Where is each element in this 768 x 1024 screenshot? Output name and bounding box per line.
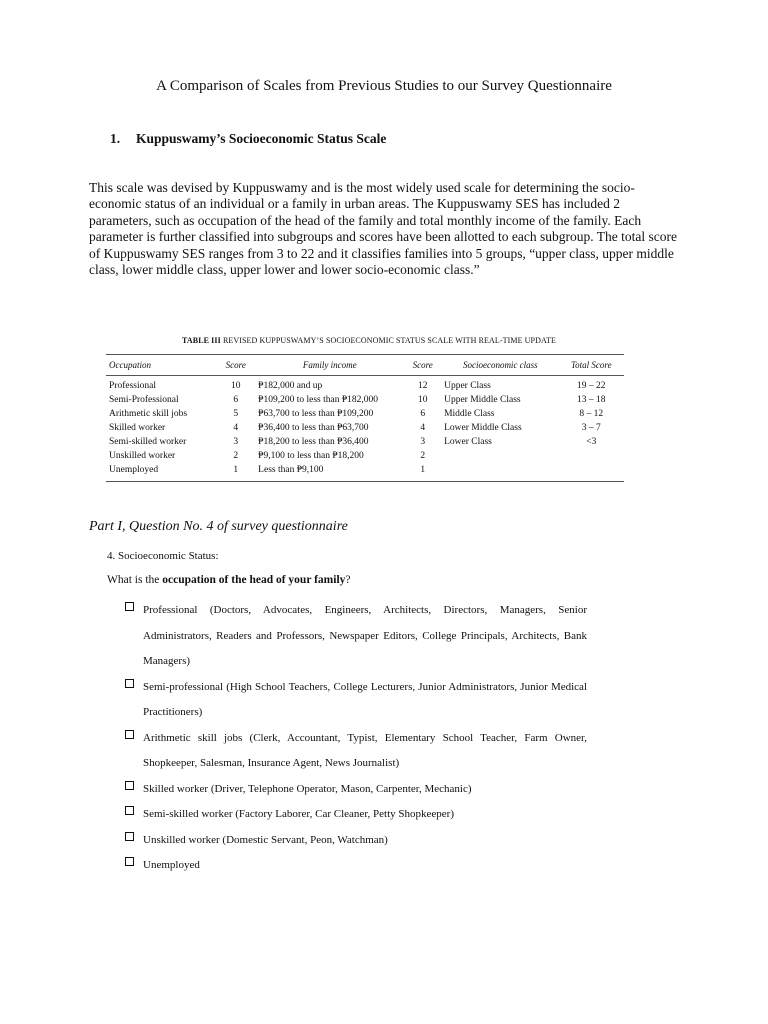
table-caption-label: TABLE III — [182, 336, 221, 345]
cell-income-score: 10 — [417, 395, 428, 405]
table-header-row — [106, 355, 624, 376]
option-label: Professional (Doctors, Advocates, Engineers, Architects, Directors, Managers, Senior Administrators, Readers and Professors, Newspaper Editors, College Principals, Architects, Bank Managers) — [143, 604, 587, 667]
table-row — [106, 393, 624, 407]
cell-occupation-score: 10 — [230, 381, 241, 391]
option-label: Unskilled worker (Domestic Servant, Peon, Watchman) — [143, 833, 388, 846]
header-total-score: Total Score — [559, 355, 624, 376]
checkbox-icon[interactable] — [125, 730, 134, 739]
occupation-option[interactable] — [125, 598, 587, 675]
cell-occupation: Semi-skilled worker — [109, 437, 187, 447]
cell-family-income: ₱9,100 to less than ₱18,200 — [258, 451, 364, 461]
checkbox-icon[interactable] — [125, 781, 134, 790]
intro-paragraph: This scale was devised by Kuppuswamy and is the most widely used scale for determining the socio-economic status of an individual or a family in urban areas. The Kuppuswamy SES has included 2 parameters, such as occupation of the head of the family and total monthly income of the family. Each parameter is further classified into subgroups and scores have been allotted to each subgroup. The total score of Kuppuswamy SES ranges from 3 to 22 and it classifies families into 5 groups, “upper class, upper middle class, lower middle class, upper lower and lower socio-economic class.” — [89, 180, 677, 278]
header-family-income: Family income — [256, 355, 403, 376]
cell-income-score: 2 — [420, 451, 426, 461]
ses-table — [106, 354, 624, 482]
cell-socioeconomic-class: Middle Class — [444, 409, 495, 419]
option-label: Semi-skilled worker (Factory Laborer, Car Cleaner, Petty Shopkeeper) — [143, 808, 454, 820]
table-row — [106, 376, 624, 394]
table-row — [106, 449, 624, 463]
cell-occupation-score: 4 — [233, 423, 239, 433]
cell-income-score: 1 — [420, 465, 426, 475]
option-label: Skilled worker (Driver, Telephone Operator, Mason, Carpenter, Mechanic) — [143, 782, 472, 795]
question-suffix: ? — [345, 574, 351, 586]
option-label: Semi-professional (High School Teachers, College Lecturers, Junior Administrators, Junior Medical Practitioners) — [143, 680, 587, 718]
part-heading: Part I, Question No. 4 of survey questionnaire — [89, 519, 348, 534]
header-occupation-score: Score — [215, 355, 256, 376]
cell-occupation: Unskilled worker — [109, 451, 176, 461]
occupation-option[interactable] — [125, 828, 587, 854]
cell-income-score: 6 — [420, 409, 426, 419]
cell-occupation-score: 1 — [233, 465, 239, 475]
occupation-option[interactable] — [125, 802, 587, 828]
cell-total-score: 13 – 18 — [577, 395, 606, 405]
header-income-score: Score — [403, 355, 442, 376]
cell-total-score: 3 – 7 — [581, 423, 601, 433]
cell-income-score: 12 — [417, 381, 428, 391]
cell-occupation: Arithmetic skill jobs — [109, 409, 188, 419]
cell-family-income: ₱109,200 to less than ₱182,000 — [258, 395, 378, 405]
checkbox-icon[interactable] — [125, 832, 134, 841]
header-occupation: Occupation — [106, 355, 215, 376]
occupation-option[interactable] — [125, 777, 587, 803]
cell-occupation-score: 6 — [233, 395, 239, 405]
cell-family-income: ₱63,700 to less than ₱109,200 — [258, 409, 374, 419]
occupation-option[interactable] — [125, 853, 587, 879]
cell-socioeconomic-class: Upper Class — [444, 381, 491, 391]
question-bold: occupation of the head of your family — [162, 574, 346, 586]
cell-socioeconomic-class — [442, 449, 558, 463]
section-number: 1. — [110, 131, 121, 146]
checkbox-icon[interactable] — [125, 679, 134, 688]
occupation-option[interactable] — [125, 726, 587, 777]
section-heading — [110, 131, 386, 147]
cell-occupation-score: 3 — [233, 437, 239, 447]
table-row — [106, 407, 624, 421]
cell-socioeconomic-class: Lower Middle Class — [444, 423, 522, 433]
cell-socioeconomic-class: Lower Class — [444, 437, 492, 447]
document-title: A Comparison of Scales from Previous Studies to our Survey Questionnaire — [156, 78, 612, 94]
ses-table-container — [106, 336, 624, 482]
cell-total-score — [559, 449, 624, 463]
cell-occupation-score: 5 — [233, 409, 239, 419]
table-caption — [114, 336, 624, 345]
cell-total-score: 8 – 12 — [579, 409, 604, 419]
cell-income-score: 4 — [420, 423, 426, 433]
cell-family-income: ₱36,400 to less than ₱63,700 — [258, 423, 369, 433]
cell-total-score: 19 – 22 — [577, 381, 606, 391]
cell-family-income: Less than ₱9,100 — [258, 465, 324, 475]
option-label: Arithmetic skill jobs (Clerk, Accountant, Typist, Elementary School Teacher, Farm Owner, Shopkeeper, Salesman, Insurance Agent, News Journalist) — [143, 731, 587, 769]
checkbox-icon[interactable] — [125, 857, 134, 866]
question-label: 4. Socioeconomic Status: — [107, 550, 219, 562]
checkbox-icon[interactable] — [125, 602, 134, 611]
cell-total-score: <3 — [586, 437, 597, 447]
cell-occupation: Unemployed — [109, 465, 159, 475]
header-socioeconomic-class: Socioeconomic class — [442, 355, 558, 376]
cell-income-score: 3 — [420, 437, 426, 447]
table-row — [106, 463, 624, 482]
question-text — [107, 574, 351, 586]
cell-occupation: Professional — [109, 381, 156, 391]
checkbox-icon[interactable] — [125, 806, 134, 815]
cell-socioeconomic-class — [442, 463, 558, 482]
cell-family-income: ₱182,000 and up — [258, 381, 323, 391]
cell-total-score — [559, 463, 624, 482]
cell-socioeconomic-class: Upper Middle Class — [444, 395, 521, 405]
cell-occupation: Skilled worker — [109, 423, 166, 433]
question-prefix: What is the — [107, 574, 163, 586]
table-body — [106, 376, 624, 482]
table-caption-text: REVISED KUPPUSWAMY’S SOCIOECONOMIC STATUS SCALE WITH REAL-TIME UPDATE — [222, 336, 556, 345]
section-title: Kuppuswamy’s Socioeconomic Status Scale — [136, 131, 387, 146]
cell-occupation-score: 2 — [233, 451, 239, 461]
cell-occupation: Semi-Professional — [109, 395, 179, 405]
occupation-options — [125, 598, 587, 879]
occupation-option[interactable] — [125, 675, 587, 726]
table-row — [106, 435, 624, 449]
table-row — [106, 421, 624, 435]
option-label: Unemployed — [143, 859, 200, 871]
cell-family-income: ₱18,200 to less than ₱36,400 — [258, 437, 369, 447]
